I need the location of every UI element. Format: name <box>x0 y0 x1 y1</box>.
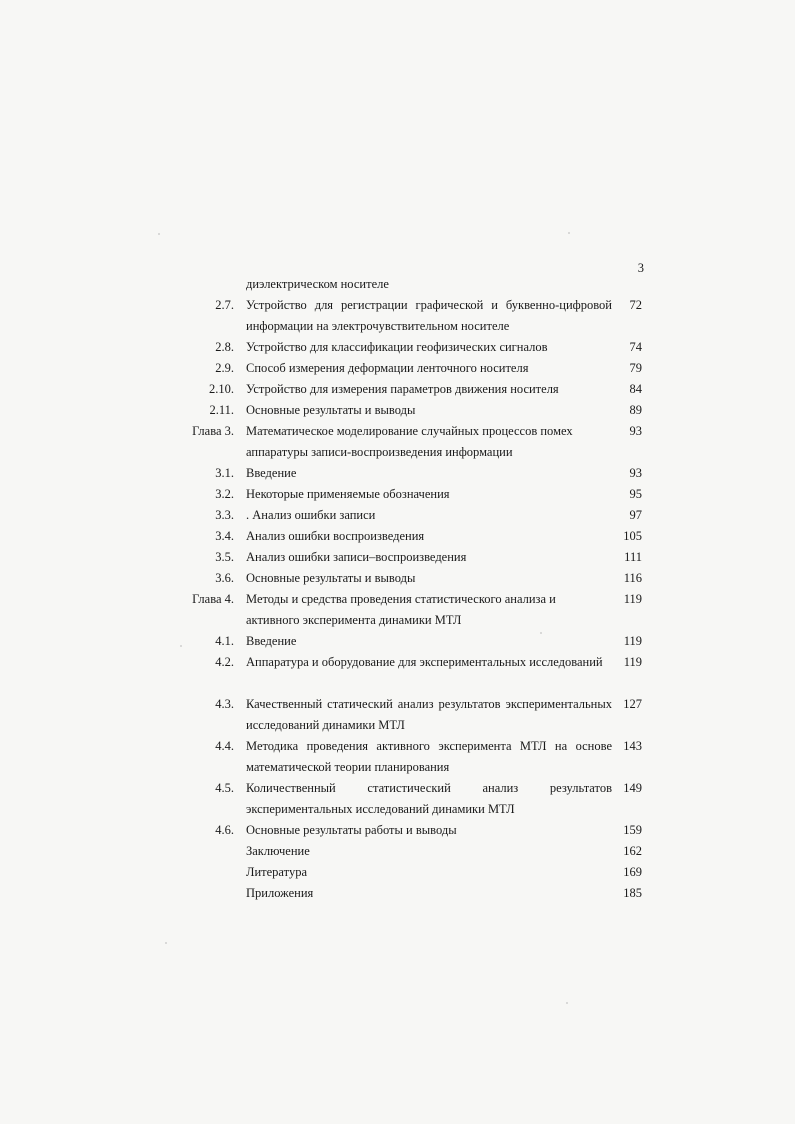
toc-entry-title: Анализ ошибки записи–воспроизведения <box>246 550 467 564</box>
toc-entry-3-2 <box>0 484 795 505</box>
toc-entry-title: диэлектрическом носителе <box>246 277 389 291</box>
toc-entry-page: 143 <box>623 739 642 753</box>
toc-entry-title: Приложения <box>246 886 314 900</box>
toc-entry-title: Введение <box>246 466 297 480</box>
toc-entry-number: 3.3. <box>215 508 234 522</box>
toc-entry-page: 97 <box>629 508 642 522</box>
toc-entry-page: 79 <box>629 361 642 375</box>
toc-entry-title: Методы и средства проведения статистического анализа и активного эксперимента динамики МТЛ <box>246 592 556 627</box>
toc-entry-title: Анализ ошибки воспроизведения <box>246 529 425 543</box>
toc-entry-page: 119 <box>623 634 642 648</box>
scan-speck <box>158 233 160 235</box>
toc-entry-title: Способ измерения деформации ленточного носителя <box>246 361 529 375</box>
toc-entry-2-7 <box>0 295 795 337</box>
toc-entry-title: Методика проведения активного эксперимента МТЛ на основе математической теории планирования <box>246 739 612 774</box>
toc-entry-4-2 <box>0 652 795 694</box>
toc-entry-page: 74 <box>629 340 642 354</box>
toc-entry-number: 3.1. <box>215 466 234 480</box>
toc-entry-title: Качественный статический анализ результатов экспериментальных исследований динамики МТЛ <box>246 697 612 732</box>
toc-entry-number: 4.3. <box>215 697 234 711</box>
toc-entry-4-6 <box>0 820 795 841</box>
table-of-contents <box>0 274 795 904</box>
toc-entry-number: 2.10. <box>209 382 234 396</box>
toc-entry-2-11 <box>0 400 795 421</box>
toc-entry-number: 4.2. <box>215 655 234 669</box>
toc-entry-page: 105 <box>623 529 642 543</box>
toc-entry-number: 3.2. <box>215 487 234 501</box>
toc-entry-4-4 <box>0 736 795 778</box>
toc-entry-title: . Анализ ошибки записи <box>246 508 376 522</box>
scan-speck <box>568 232 570 234</box>
toc-entry-number: 3.6. <box>215 571 234 585</box>
toc-entry-number: Глава 4. <box>192 592 234 606</box>
toc-entry-number: 4.5. <box>215 781 234 795</box>
toc-entry-page: 185 <box>623 886 642 900</box>
toc-entry-title: Устройство для классификации геофизических сигналов <box>246 340 548 354</box>
toc-entry-3-5 <box>0 547 795 568</box>
toc-entry-4-1 <box>0 631 795 652</box>
toc-entry-3-1 <box>0 463 795 484</box>
toc-entry-number: 4.6. <box>215 823 234 837</box>
toc-entry-title: Аппаратура и оборудование для экспериментальных исследований <box>246 655 603 669</box>
toc-entry-title: Количественный статистический анализ результатов экспериментальных исследований динамики МТЛ <box>246 781 612 816</box>
toc-entry-number: 2.11. <box>209 403 234 417</box>
toc-entry-3-3 <box>0 505 795 526</box>
toc-entry-title: Основные результаты и выводы <box>246 571 416 585</box>
toc-entry-title: Математическое моделирование случайных процессов помех аппаратуры записи-воспроизведения информации <box>246 424 573 459</box>
toc-entry-title: Некоторые применяемые обозначения <box>246 487 450 501</box>
toc-entry-page: 89 <box>629 403 642 417</box>
toc-entry-chapter-4 <box>0 589 795 631</box>
toc-entry-number: 4.1. <box>215 634 234 648</box>
toc-entry-page: 119 <box>623 655 642 669</box>
toc-entry-page: 149 <box>623 781 642 795</box>
toc-entry-4-3 <box>0 694 795 736</box>
page-number: 3 <box>637 261 644 275</box>
toc-entry-number: 2.8. <box>215 340 234 354</box>
scan-speck <box>566 1002 568 1004</box>
scan-speck <box>540 632 542 634</box>
toc-entry-page: 159 <box>623 823 642 837</box>
toc-entry-number: Глава 3. <box>192 424 234 438</box>
toc-entry-page: 127 <box>623 697 642 711</box>
toc-entry-page: 119 <box>623 592 642 606</box>
toc-entry-number: 2.9. <box>215 361 234 375</box>
toc-entry-literature <box>0 862 795 883</box>
toc-entry-title: Устройство для измерения параметров движения носителя <box>246 382 559 396</box>
toc-entry-page: 84 <box>629 382 642 396</box>
toc-entry-page: 93 <box>629 466 642 480</box>
toc-entry-3-4 <box>0 526 795 547</box>
toc-entry-2-9 <box>0 358 795 379</box>
toc-entry-title: Основные результаты и выводы <box>246 403 416 417</box>
toc-entry-title: Литература <box>246 865 307 879</box>
toc-entry-number: 3.5. <box>215 550 234 564</box>
toc-entry-page: 93 <box>629 424 642 438</box>
toc-entry-2-10 <box>0 379 795 400</box>
toc-entry-appendices <box>0 883 795 904</box>
toc-entry-number: 4.4. <box>215 739 234 753</box>
toc-entry-page: 111 <box>624 550 642 564</box>
toc-entry-title: Основные результаты работы и выводы <box>246 823 457 837</box>
toc-entry-conclusion <box>0 841 795 862</box>
toc-entry-page: 169 <box>623 865 642 879</box>
toc-entry-page: 162 <box>623 844 642 858</box>
toc-entry-title: Устройство для регистрации графической и буквенно-цифровой информации на электрочувствительном носителе <box>246 298 612 333</box>
toc-entry-number: 2.7. <box>215 298 234 312</box>
scan-speck <box>165 942 167 944</box>
toc-entry-3-6 <box>0 568 795 589</box>
toc-entry-title: Заключение <box>246 844 310 858</box>
toc-entry-page: 72 <box>629 298 642 312</box>
toc-entry-2-8 <box>0 337 795 358</box>
toc-entry-title: Введение <box>246 634 297 648</box>
toc-entry-page: 95 <box>629 487 642 501</box>
toc-entry-4-5 <box>0 778 795 820</box>
scan-speck <box>180 645 182 647</box>
toc-entry-page: 116 <box>623 571 642 585</box>
toc-entry-number: 3.4. <box>215 529 234 543</box>
toc-entry-dielectric-continuation <box>0 274 795 295</box>
toc-entry-chapter-3 <box>0 421 795 463</box>
